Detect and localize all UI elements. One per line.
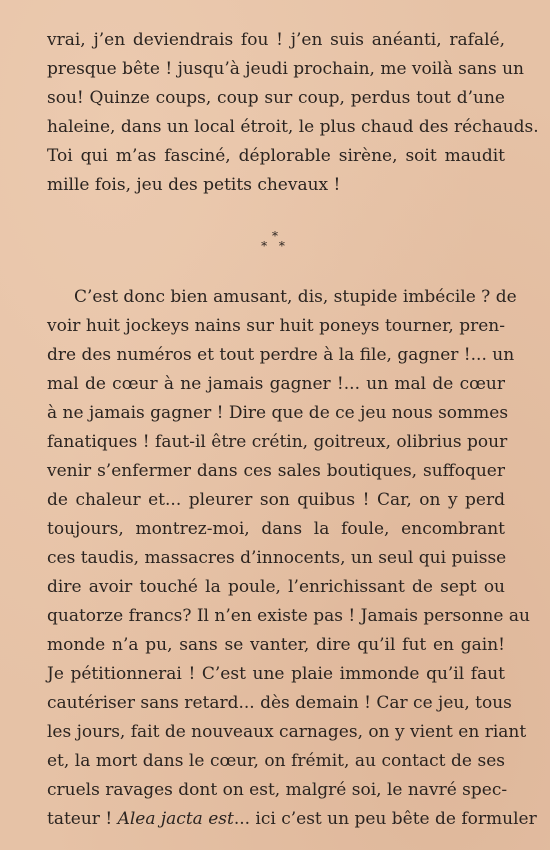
text-line: venir s’enfermer dans ces sales boutiques, suffoquer [47,461,505,481]
asterism-ornament [0,231,550,251]
text-line: voir huit jockeys nains sur huit poneys tourner, pren- [47,316,505,336]
text-line: toujours, montrez-moi, dans la foule, encombrant [47,519,505,539]
text-line: vrai, j’en deviendrais fou ! j’en suis anéanti, rafalé, [47,30,505,50]
ornament-top: * [272,229,278,243]
text-line: à ne jamais gagner ! Dire que de ce jeu nous sommes [47,403,509,423]
text-line: haleine, dans un local étroit, le plus chaud des réchauds. [47,117,539,137]
text-line: dire avoir touché la poule, l’enrichissant de sept ou [47,577,505,597]
text-line: les jours, fait de nouveaux carnages, on y vient en riant [47,722,527,742]
text-line: mille fois, jeu des petits chevaux ! [47,175,341,195]
text-line: Toi qui m’as fasciné, déplorable sirène, soit maudit [47,146,505,166]
text-line: dre des numéros et tout perdre à la file, gagner !... un [47,345,515,365]
text-line: C’est donc bien amusant, dis, stupide imbécile ? de [74,287,517,307]
text-line: fanatiques ! faut-il être crétin, goitreux, olibrius pour [47,432,508,452]
latin-phrase: Alea jacta est [117,809,234,829]
text-line: cautériser sans retard... dès demain ! Car ce jeu, tous [47,693,512,713]
text-line: presque bête ! jusqu’à jeudi prochain, me voilà sans un [47,59,524,79]
text-line-last [47,805,537,834]
text-line: cruels ravages dont on est, malgré soi, le navré spec- [47,780,508,800]
text-before-latin: tateur ! [47,809,118,829]
text-line: Je pétitionnerai ! C’est une plaie immonde qu’il faut [47,664,505,684]
ornament-bottom: * * [261,239,289,253]
text-line: mal de cœur à ne jamais gagner !... un mal de cœur [47,374,505,394]
text-line: de chaleur et... pleurer son quibus ! Car, on y perd [47,490,505,510]
text-line: quatorze francs? Il n’en existe pas ! Jamais personne au [47,606,530,626]
text-line: monde n’a pu, sans se vanter, dire qu’il fut en gain! [47,635,505,655]
text-line: ces taudis, massacres d’innocents, un seul qui puisse [47,548,507,568]
text-line: sou! Quinze coups, coup sur coup, perdus tout d’une [47,88,505,108]
text-after-latin: ... ici c’est un peu bête de formuler [233,809,537,829]
text-line: et, la mort dans le cœur, on frémit, au contact de ses [47,751,505,771]
